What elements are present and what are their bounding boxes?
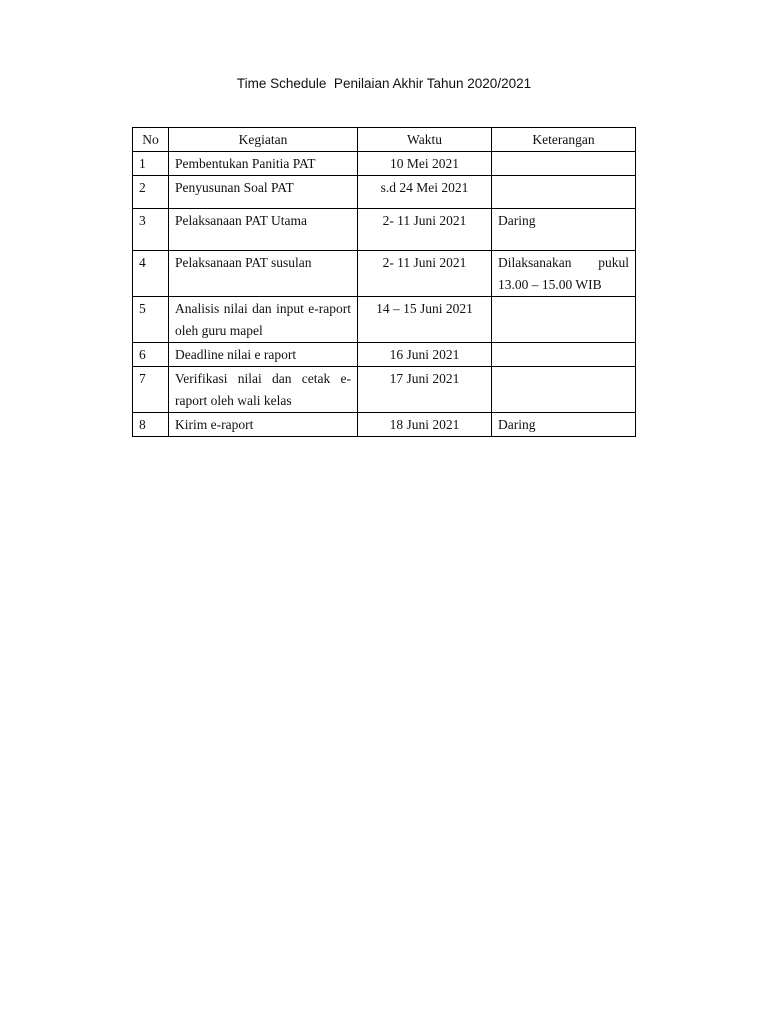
cell-keterangan: Dilaksanakan pukul 13.00 – 15.00 WIB [492,251,636,297]
table-row [133,367,636,413]
cell-keterangan: Daring [492,413,636,437]
cell-no: 7 [133,367,169,413]
table-header-row [133,128,636,152]
cell-waktu: 16 Juni 2021 [358,343,492,367]
cell-kegiatan: Analisis nilai dan input e-raport oleh guru mapel [169,297,358,343]
cell-kegiatan: Deadline nilai e raport [169,343,358,367]
header-keterangan: Keterangan [492,128,636,152]
cell-waktu: 17 Juni 2021 [358,367,492,413]
table-row [133,297,636,343]
table-row [133,413,636,437]
cell-no: 8 [133,413,169,437]
header-no: No [133,128,169,152]
cell-keterangan: Daring [492,209,636,251]
cell-keterangan [492,343,636,367]
header-waktu: Waktu [358,128,492,152]
cell-keterangan [492,176,636,209]
cell-no: 6 [133,343,169,367]
cell-keterangan [492,297,636,343]
cell-kegiatan: Verifikasi nilai dan cetak e-raport oleh wali kelas [169,367,358,413]
cell-waktu: 14 – 15 Juni 2021 [358,297,492,343]
cell-kegiatan: Pelaksanaan PAT susulan [169,251,358,297]
schedule-table [132,127,636,437]
cell-waktu: 18 Juni 2021 [358,413,492,437]
cell-no: 2 [133,176,169,209]
cell-no: 3 [133,209,169,251]
cell-no: 5 [133,297,169,343]
page-title: Time Schedule Penilaian Akhir Tahun 2020/2021 [236,76,532,91]
cell-no: 4 [133,251,169,297]
table-row [133,176,636,209]
cell-kegiatan: Kirim e-raport [169,413,358,437]
cell-waktu: 2- 11 Juni 2021 [358,251,492,297]
cell-waktu: s.d 24 Mei 2021 [358,176,492,209]
cell-no: 1 [133,152,169,176]
table-row [133,152,636,176]
cell-kegiatan: Pembentukan Panitia PAT [169,152,358,176]
cell-waktu: 10 Mei 2021 [358,152,492,176]
table-row [133,343,636,367]
table-row [133,251,636,297]
table-row [133,209,636,251]
cell-keterangan [492,367,636,413]
cell-kegiatan: Penyusunan Soal PAT [169,176,358,209]
cell-kegiatan: Pelaksanaan PAT Utama [169,209,358,251]
header-kegiatan: Kegiatan [169,128,358,152]
cell-waktu: 2- 11 Juni 2021 [358,209,492,251]
cell-keterangan [492,152,636,176]
